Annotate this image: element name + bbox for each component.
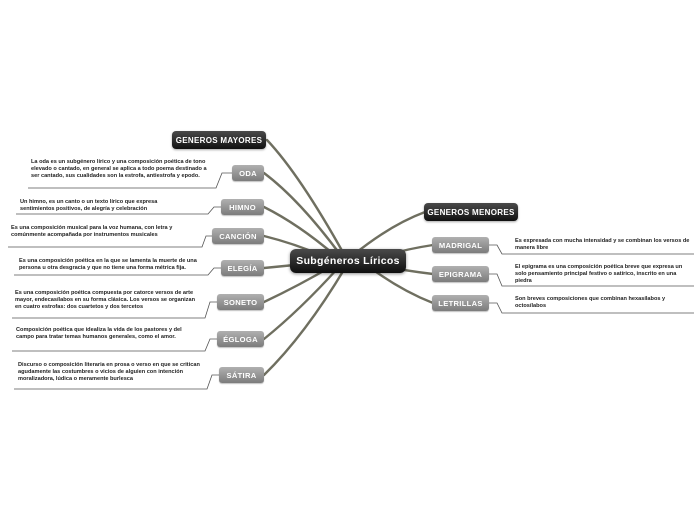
central-topic[interactable]: Subgéneros Líricos [290,249,406,273]
node-soneto[interactable]: SONETO [217,294,264,310]
node-madrigal[interactable]: MADRIGAL [432,237,489,253]
branch-satira [264,268,345,375]
desc-epigrama: El epigrama es una composición poética breve que expresa un solo pensamiento principal festivo o satírico, inscrito en una piedra [515,264,683,284]
desc-madrigal: Es expresada con mucha intensidad y se combinan los versos de manera libre [515,238,690,251]
node-letrillas[interactable]: LETRILLAS [432,295,489,311]
branch-generos-mayores [267,140,345,256]
desc-cancion: Es una composición musical para la voz humana, con letra y comúnmente acompañada por instrumentos musicales [11,225,173,238]
node-elegia[interactable]: ELEGÍA [221,260,264,276]
node-generos-mayores[interactable]: GENEROS MAYORES [172,131,266,149]
desc-oda: La oda es un subgénero lírico y una composición poética de tono elevado o cantado, en general se aplica a todo poema destinado a ser cantado, sus cualidades son la estrofa, antiestrofa y epodo. [31,159,207,179]
desc-egloga: Composición poética que idealiza la vida de los pastores y del campo para tratar temas humanos generales, como el amor. [16,327,182,340]
node-oda[interactable]: ODA [232,165,264,181]
branch-egloga [264,268,338,339]
node-generos-menores[interactable]: GENEROS MENORES [424,203,518,221]
desc-soneto: Es una composición poética compuesta por catorce versos de arte mayor, endecasílabos en su forma clásica. Los versos se organizan en cuatro estrofas: dos cuartetos y dos tercetos [15,290,196,310]
node-cancion[interactable]: CANCIÓN [212,228,264,244]
desc-letrillas: Son breves composiciones que combinan hexasílabos y octosílabos [515,296,666,309]
desc-elegia: Es una composición poética en la que se lamenta la muerte de una persona u otra desgracia y que no tiene una forma métrica fija. [19,258,197,271]
node-egloga[interactable]: ÉGLOGA [217,331,264,347]
desc-himno: Un himno, es un canto o un texto lírico que expresa sentimientos positivos, de alegría y celebración [20,199,158,212]
node-epigrama[interactable]: EPIGRAMA [432,266,489,282]
desc-satira: Discurso o composición literaria en prosa o verso en que se critican agudamente las costumbres o vicios de alguien con intención moralizadora, lúdica o meramente burlesca [18,362,200,382]
node-satira[interactable]: SÁTIRA [219,367,264,383]
node-himno[interactable]: HIMNO [221,199,264,215]
